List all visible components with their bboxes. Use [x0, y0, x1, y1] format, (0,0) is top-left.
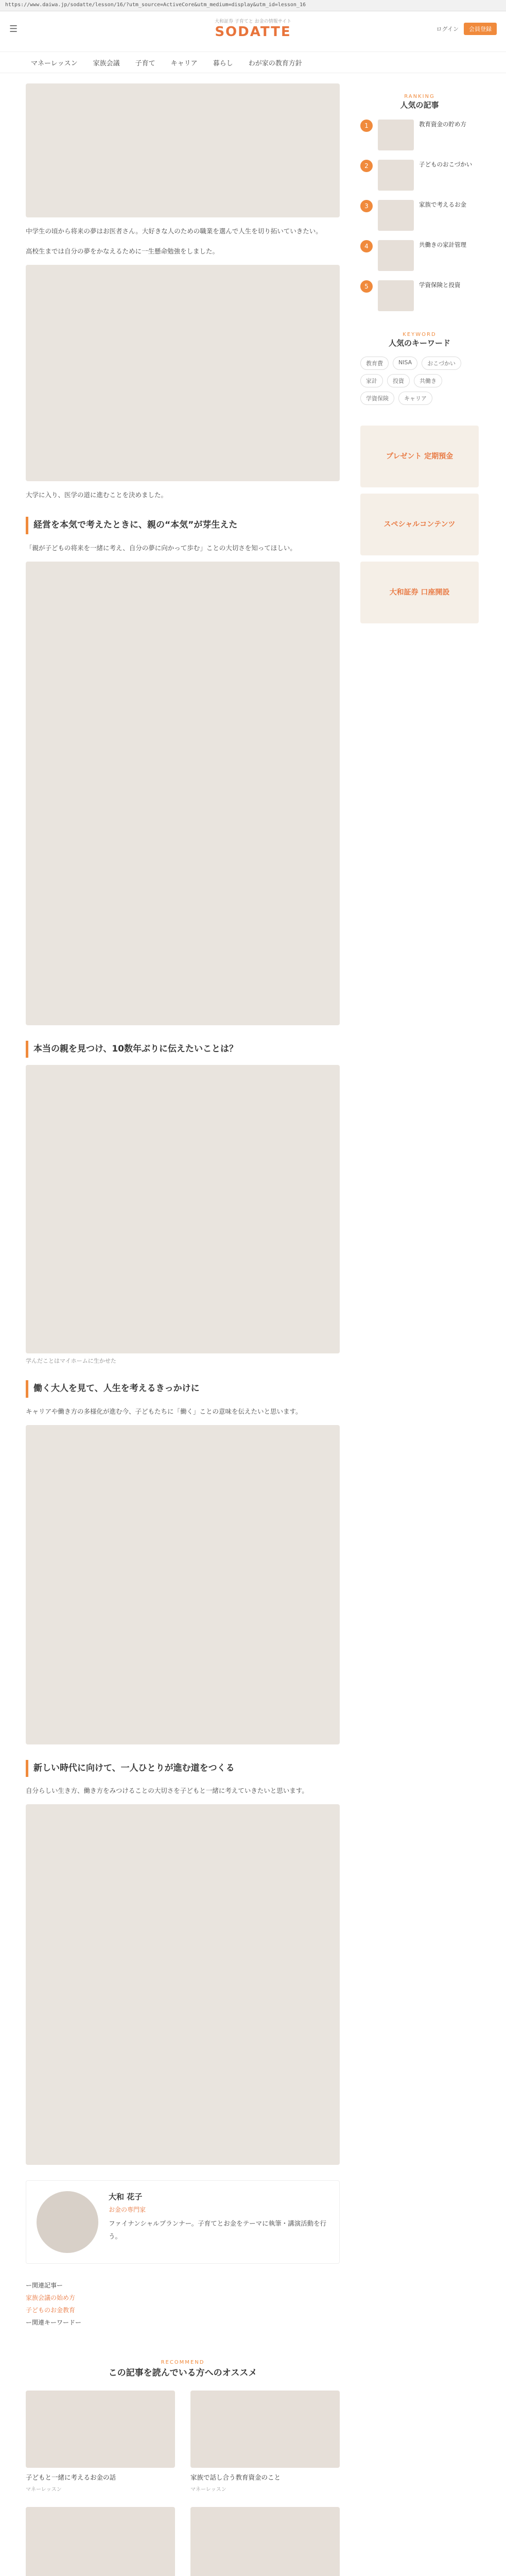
article-card[interactable]	[26, 2391, 175, 2493]
rank-title: 共働きの家計管理	[419, 241, 466, 248]
section-jp: この記事を読んでいる方へのオススメ	[108, 2368, 257, 2378]
ranking-item[interactable]	[360, 240, 479, 271]
related-link[interactable]: 子どものお金教育	[26, 2307, 76, 2314]
related-link[interactable]: 家族会議の始め方	[26, 2294, 76, 2301]
logo-text: SODATTE	[215, 24, 291, 40]
keyword-tag[interactable]: 学資保険	[360, 392, 394, 405]
section-heading: 働く大人を見て、人生を考えるきっかけに	[26, 1380, 340, 1398]
image-caption: 学んだことはマイホームに生かせた	[26, 1358, 116, 1364]
avatar	[37, 2191, 98, 2253]
sidebar	[360, 73, 479, 2576]
text-block-placeholder	[26, 1804, 340, 2165]
recommend-title	[26, 2360, 340, 2378]
text-block-placeholder	[26, 1425, 340, 1744]
rank-title: 家族で考えるお金	[419, 201, 466, 208]
card-thumbnail	[190, 2391, 340, 2468]
rank-thumbnail	[378, 280, 414, 311]
hero-image	[26, 83, 340, 217]
keyword-title	[360, 332, 479, 348]
site-header	[0, 11, 506, 52]
logo-tagline: 大和証券 子育てと お金の情報サイト	[214, 19, 292, 24]
rank-number: 2	[360, 160, 373, 172]
keyword-list	[360, 357, 479, 405]
rank-thumbnail	[378, 240, 414, 271]
paragraph: キャリアや働き方の多様化が進む今、子どもたちに「働く」ことの意味を伝えたいと思います。	[26, 1407, 302, 1415]
related-links	[26, 2279, 340, 2329]
ranking-item[interactable]	[360, 120, 479, 150]
article-image	[26, 1065, 340, 1353]
author-tagline: お金の専門家	[109, 2206, 146, 2213]
menu-icon[interactable]: ☰	[9, 24, 18, 35]
section-heading: 新しい時代に向けて、一人ひとりが進む道をつくる	[26, 1760, 340, 1777]
login-link[interactable]: ログイン	[436, 26, 459, 32]
article-card[interactable]	[190, 2507, 340, 2576]
section-jp: 人気の記事	[400, 100, 439, 110]
rank-number: 4	[360, 240, 373, 252]
banner-account[interactable]: 大和証券 口座開設	[360, 562, 479, 623]
author-profile	[26, 2180, 340, 2264]
author-name: 大和 花子	[109, 2192, 143, 2201]
section-en: RECOMMEND	[161, 2360, 205, 2365]
rank-thumbnail	[378, 200, 414, 231]
text-block-placeholder	[26, 562, 340, 1025]
article-image	[26, 265, 340, 481]
section-en: KEYWORD	[403, 332, 437, 337]
card-title: 家族で話し合う教育資金のこと	[190, 2473, 281, 2481]
nav-item[interactable]: キャリア	[170, 59, 198, 67]
paragraph: 中学生の頃から将来の夢はお医者さん。大好きな人のための職業を選んで人生を切り拓いていきたい。	[26, 227, 322, 235]
rank-title: 学資保険と投資	[419, 281, 461, 289]
rank-thumbnail	[378, 120, 414, 150]
related-heading: ー関連記事ー	[26, 2282, 63, 2289]
rank-title: 子どものおこづかい	[419, 161, 473, 168]
section-en: RANKING	[404, 94, 435, 99]
banner-special[interactable]: スペシャルコンテンツ	[360, 494, 479, 555]
ranking-title	[360, 94, 479, 110]
keyword-tag[interactable]: キャリア	[398, 392, 432, 405]
url-bar[interactable]: https://www.daiwa.jp/sodatte/lesson/16/?utm_source=ActiveCore&utm_medium=display&utm_id=lesson_16	[0, 0, 506, 11]
keyword-tag[interactable]: 投資	[387, 374, 410, 387]
ranking-item[interactable]	[360, 160, 479, 191]
card-category: マネーレッスン	[26, 2487, 62, 2493]
paragraph: 高校生までは自分の夢をかなえるために一生懸命勉強をしました。	[26, 247, 219, 255]
nav-item[interactable]: 暮らし	[213, 59, 233, 67]
section-heading: 本当の親を見つけ、10数年ぶりに伝えたいことは？	[26, 1041, 340, 1058]
rank-title: 教育資金の貯め方	[419, 121, 466, 128]
rank-number: 3	[360, 200, 373, 212]
nav-item[interactable]: 家族会議	[93, 59, 120, 67]
ranking-item[interactable]	[360, 280, 479, 311]
author-bio: ファイナンシャルプランナー。子育てとお金をテーマに執筆・講演活動を行う。	[109, 2219, 327, 2240]
rank-thumbnail	[378, 160, 414, 191]
section-heading: 経営を本気で考えたときに、親の“本気”が芽生えた	[26, 517, 340, 534]
section-jp: 人気のキーワード	[388, 338, 450, 348]
keyword-tag[interactable]: おこづかい	[422, 357, 461, 370]
ranking-item[interactable]	[360, 200, 479, 231]
register-button[interactable]: 会員登録	[464, 23, 497, 35]
keyword-tag[interactable]: NISA	[393, 357, 417, 370]
keyword-tag[interactable]: 共働き	[414, 374, 442, 387]
article-main	[26, 73, 340, 2576]
article-card[interactable]	[190, 2391, 340, 2493]
nav-item[interactable]: わが家の教育方針	[248, 59, 302, 67]
related-heading: ー関連キーワードー	[26, 2319, 82, 2326]
banner-campaign[interactable]: プレゼント 定期預金	[360, 426, 479, 487]
global-nav	[0, 52, 506, 73]
card-thumbnail	[190, 2507, 340, 2576]
card-thumbnail	[26, 2507, 175, 2576]
site-logo[interactable]	[215, 18, 291, 40]
recommend-grid	[26, 2391, 340, 2576]
card-category: マネーレッスン	[190, 2487, 226, 2493]
rank-number: 5	[360, 280, 373, 293]
article-card[interactable]	[26, 2507, 175, 2576]
paragraph: 「親が子どもの将来を一緒に考え、自分の夢に向かって歩む」ことの大切さを知ってほしい。	[26, 544, 296, 552]
paragraph: 大学に入り、医学の道に進むことを決めました。	[26, 491, 168, 499]
nav-item[interactable]: 子育て	[135, 59, 155, 67]
paragraph: 自分らしい生き方、働き方をみつけることの大切さを子どもと一緒に考えていきたいと思います。	[26, 1787, 308, 1794]
rank-number: 1	[360, 120, 373, 132]
card-thumbnail	[26, 2391, 175, 2468]
keyword-tag[interactable]: 家計	[360, 374, 383, 387]
keyword-tag[interactable]: 教育費	[360, 357, 389, 370]
card-title: 子どもと一緒に考えるお金の話	[26, 2473, 116, 2481]
nav-item[interactable]: マネーレッスン	[31, 59, 78, 67]
